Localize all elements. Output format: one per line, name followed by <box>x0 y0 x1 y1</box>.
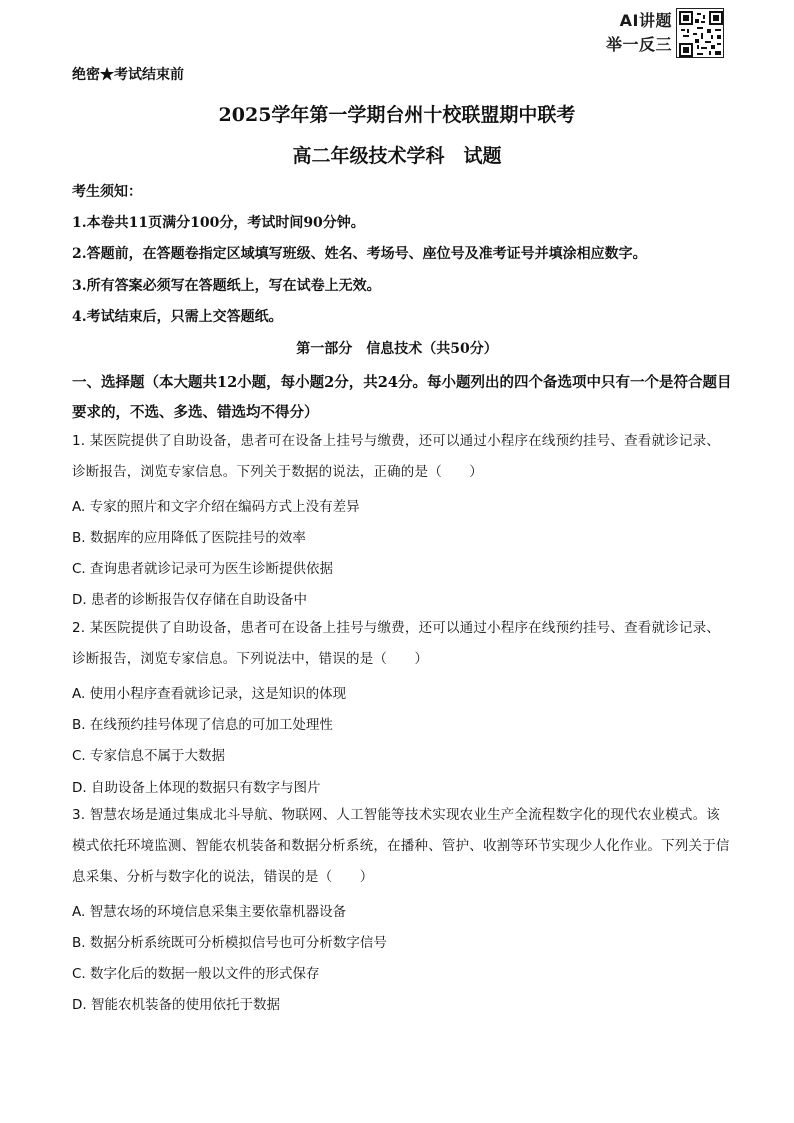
note-item: 4.考试结束后，只需上交答题纸。 <box>72 309 283 325</box>
exam-title: 2025学年第一学期台州十校联盟期中联考 <box>218 104 576 126</box>
exam-subtitle: 高二年级技术学科 试题 <box>292 145 502 167</box>
ai-logo-badge <box>598 8 724 60</box>
question-1-option-b: B. 数据库的应用降低了医院挂号的效率 <box>72 530 306 546</box>
question-2-option-c: C. 专家信息不属于大数据 <box>72 748 226 764</box>
qr-code-icon[interactable] <box>676 8 724 58</box>
section-title: 一、选择题（本大题共12小题，每小题2分，共24分。每小题列出的四个备选项中只有一个是符合题目要求的，不选、多选、错选均不得分） <box>72 374 732 421</box>
part-title: 第一部分 信息技术（共50分） <box>296 341 498 357</box>
note-item: 3.所有答案必须写在答题纸上，写在试卷上无效。 <box>72 278 381 294</box>
question-2-option-d: D. 自助设备上体现的数据只有数字与图片 <box>72 780 321 796</box>
question-3-option-d: D. 智能农机装备的使用依托于数据 <box>72 997 280 1013</box>
logo-line-2: 举一反三 <box>605 35 672 54</box>
question-3-option-c: C. 数字化后的数据一般以文件的形式保存 <box>72 966 320 982</box>
question-3-option-b: B. 数据分析系统既可分析模拟信号也可分析数字信号 <box>72 935 387 951</box>
note-item: 2.答题前，在答题卷指定区域填写班级、姓名、考场号、座位号及准考证号并填涂相应数字。 <box>72 246 647 262</box>
question-3-stem: 3. 智慧农场是通过集成北斗导航、物联网、人工智能等技术实现农业生产全流程数字化的现代农业模式。该模式依托环境监测、智能农机装备和数据分析系统，在播种、管护、收割等环节实现少人化作业。下列关于信息采集、分析与数字化的说法，错误的是（ ） <box>72 807 730 885</box>
question-2-option-a: A. 使用小程序查看就诊记录，这是知识的体现 <box>72 686 347 702</box>
note-item: 1.本卷共11页满分100分，考试时间90分钟。 <box>72 215 365 231</box>
question-1-option-c: C. 查询患者就诊记录可为医生诊断提供依据 <box>72 561 334 577</box>
confidential-label: 绝密★考试结束前 <box>72 67 184 83</box>
question-2-option-b: B. 在线预约挂号体现了信息的可加工处理性 <box>72 717 333 733</box>
question-1-option-d: D. 患者的诊断报告仅存储在自助设备中 <box>72 592 307 608</box>
logo-line-1: AI讲题 <box>619 11 672 30</box>
question-1-option-a: A. 专家的照片和文字介绍在编码方式上没有差异 <box>72 499 360 515</box>
notes-heading: 考生须知： <box>72 184 142 200</box>
question-3-option-a: A. 智慧农场的环境信息采集主要依靠机器设备 <box>72 904 347 920</box>
question-1-stem: 1. 某医院提供了自助设备，患者可在设备上挂号与缴费，还可以通过小程序在线预约挂号、查看就诊记录、诊断报告，浏览专家信息。下列关于数据的说法，正确的是（ ） <box>72 433 720 480</box>
question-2-stem: 2. 某医院提供了自助设备，患者可在设备上挂号与缴费，还可以通过小程序在线预约挂号、查看就诊记录、诊断报告，浏览专家信息。下列说法中，错误的是（ ） <box>72 620 720 667</box>
